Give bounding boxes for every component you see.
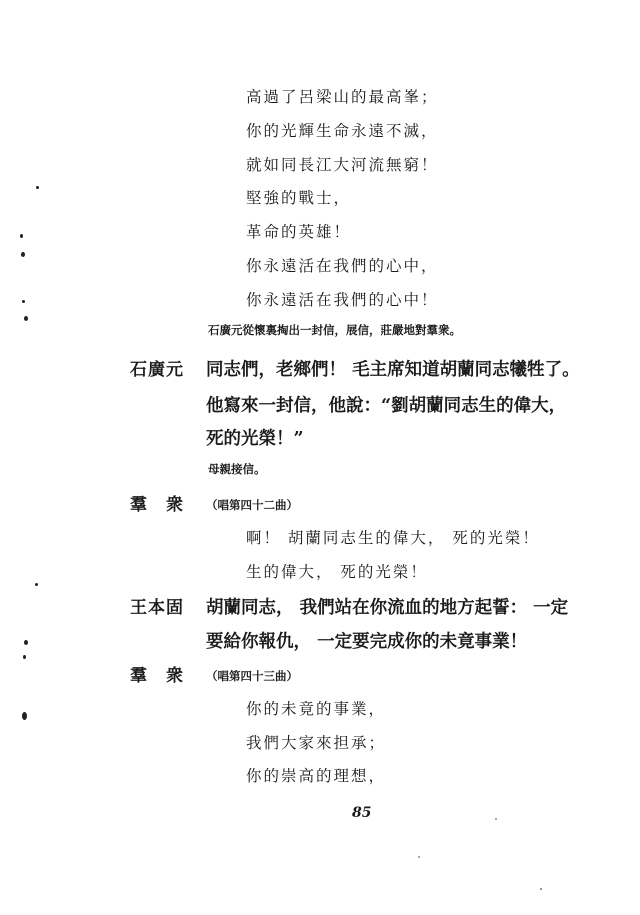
scan-speck [35,583,38,586]
stage-direction: 石廣元從懷裏掏出一封信，展信，莊嚴地對羣衆。 [208,323,461,337]
song-label: （唱第四十二曲） [206,498,298,512]
verse-line: 你的未竟的事業， [246,700,387,718]
verse-line: 就如同長江大河流無窮！ [246,156,439,174]
verse-line: 你的崇高的理想， [246,767,387,785]
scan-speck [24,640,28,645]
verse-line: 啊！ 胡蘭同志生的偉大， 死的光榮！ [246,529,540,547]
scan-speck [23,655,26,659]
verse-line: 高過了呂梁山的最高峯； [246,88,439,106]
verse-line: 生的偉大， 死的光榮！ [246,563,428,581]
verse-line: 堅強的戰士， [246,189,352,207]
verse-line: 你的光輝生命永遠不滅， [246,122,439,140]
verse-line: 你永遠活在我們的心中！ [246,291,439,309]
speaker-name: 王本固 [130,598,184,618]
scan-speck [22,300,25,303]
scan-speck [20,234,23,238]
scan-speck [495,818,497,820]
dialogue-line: 死的光榮！” [206,429,304,449]
stage-direction: 母親接信。 [208,462,266,476]
scan-speck [540,888,542,890]
scan-speck [36,186,39,189]
dialogue-line: 同志們，老鄉們！ 毛主席知道胡蘭同志犧牲了。 [206,360,580,380]
song-label: （唱第四十三曲） [206,669,298,683]
scan-speck [418,856,420,858]
dialogue-line: 要給你報仇， 一定要完成你的未竟事業！ [206,632,528,652]
speaker-name: 羣 衆 [130,666,184,686]
scan-speck [22,712,27,720]
dialogue-line: 胡蘭同志， 我們站在你流血的地方起誓： 一定 [206,598,569,618]
speaker-name: 羣 衆 [130,495,184,515]
scan-speck [21,252,25,257]
dialogue-line: 他寫來一封信，他說：“劉胡蘭同志生的偉大， [206,396,567,416]
verse-line: 革命的英雄！ [246,223,352,241]
verse-line: 你永遠活在我們的心中， [246,257,439,275]
page-number: 85 [352,805,372,821]
speaker-name: 石廣元 [130,360,184,380]
scan-speck [24,316,28,321]
verse-line: 我們大家來担承； [246,734,387,752]
